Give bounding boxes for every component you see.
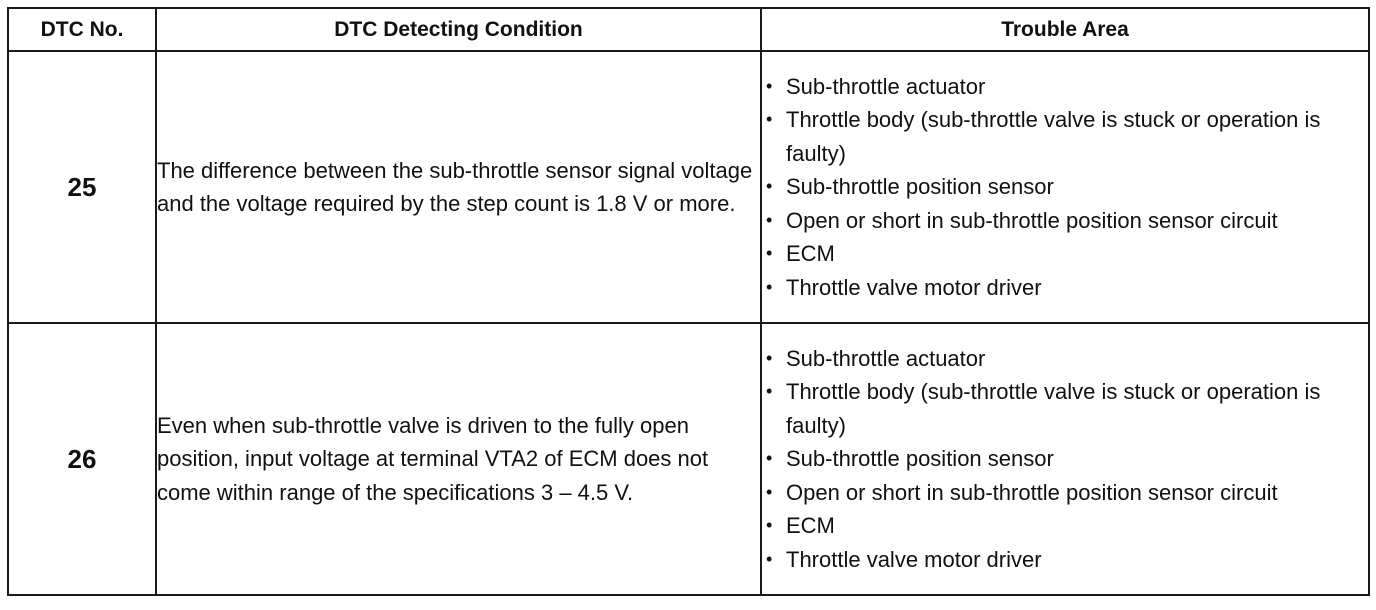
trouble-area-cell — [761, 323, 1369, 595]
trouble-area-list — [762, 70, 1368, 305]
header-detecting-condition: DTC Detecting Condition — [156, 8, 761, 51]
bullet-icon: • — [766, 515, 773, 536]
list-item — [762, 204, 1368, 238]
detecting-condition: The difference between the sub-throttle sensor signal voltage and the voltage required by the step count is 1.8 V or more. — [156, 51, 761, 323]
bullet-icon: • — [766, 243, 773, 264]
trouble-area-text: Throttle body (sub-throttle valve is stuck or operation is faulty) — [786, 107, 1321, 166]
list-item — [762, 237, 1368, 271]
dtc-code: 26 — [8, 323, 156, 595]
bullet-icon: • — [766, 481, 773, 502]
bullet-icon: • — [766, 276, 773, 297]
list-item — [762, 375, 1368, 442]
table-row — [8, 51, 1369, 323]
trouble-area-list — [762, 342, 1368, 577]
list-item — [762, 70, 1368, 104]
list-item — [762, 509, 1368, 543]
list-item — [762, 442, 1368, 476]
trouble-area-text: Throttle valve motor driver — [786, 274, 1042, 300]
table-row — [8, 323, 1369, 595]
bullet-icon: • — [766, 75, 773, 96]
trouble-area-cell — [761, 51, 1369, 323]
trouble-area-text: Throttle valve motor driver — [786, 546, 1042, 572]
trouble-area-text: Throttle body (sub-throttle valve is stuck or operation is faulty) — [786, 379, 1321, 438]
bullet-icon: • — [766, 548, 773, 569]
list-item — [762, 543, 1368, 577]
trouble-area-text: ECM — [786, 241, 835, 267]
bullet-icon: • — [766, 109, 773, 130]
list-item — [762, 271, 1368, 305]
trouble-area-text: Sub-throttle actuator — [786, 73, 986, 99]
header-row — [8, 8, 1369, 51]
trouble-area-text: Open or short in sub-throttle position sensor circuit — [786, 207, 1278, 233]
trouble-area-text: Sub-throttle position sensor — [786, 174, 1054, 200]
list-item — [762, 103, 1368, 170]
trouble-area-text: Open or short in sub-throttle position sensor circuit — [786, 479, 1278, 505]
dtc-code: 25 — [8, 51, 156, 323]
trouble-area-text: Sub-throttle position sensor — [786, 446, 1054, 472]
trouble-area-text: ECM — [786, 513, 835, 539]
detecting-condition: Even when sub-throttle valve is driven to the fully open position, input voltage at terminal VTA2 of ECM does not come within range of the specifications 3 – 4.5 V. — [156, 323, 761, 595]
bullet-icon: • — [766, 176, 773, 197]
bullet-icon: • — [766, 347, 773, 368]
header-dtc-no: DTC No. — [8, 8, 156, 51]
list-item — [762, 476, 1368, 510]
bullet-icon: • — [766, 448, 773, 469]
list-item — [762, 342, 1368, 376]
trouble-area-text: Sub-throttle actuator — [786, 345, 986, 371]
bullet-icon: • — [766, 381, 773, 402]
header-trouble-area: Trouble Area — [761, 8, 1369, 51]
dtc-table — [7, 7, 1370, 596]
bullet-icon: • — [766, 209, 773, 230]
list-item — [762, 170, 1368, 204]
